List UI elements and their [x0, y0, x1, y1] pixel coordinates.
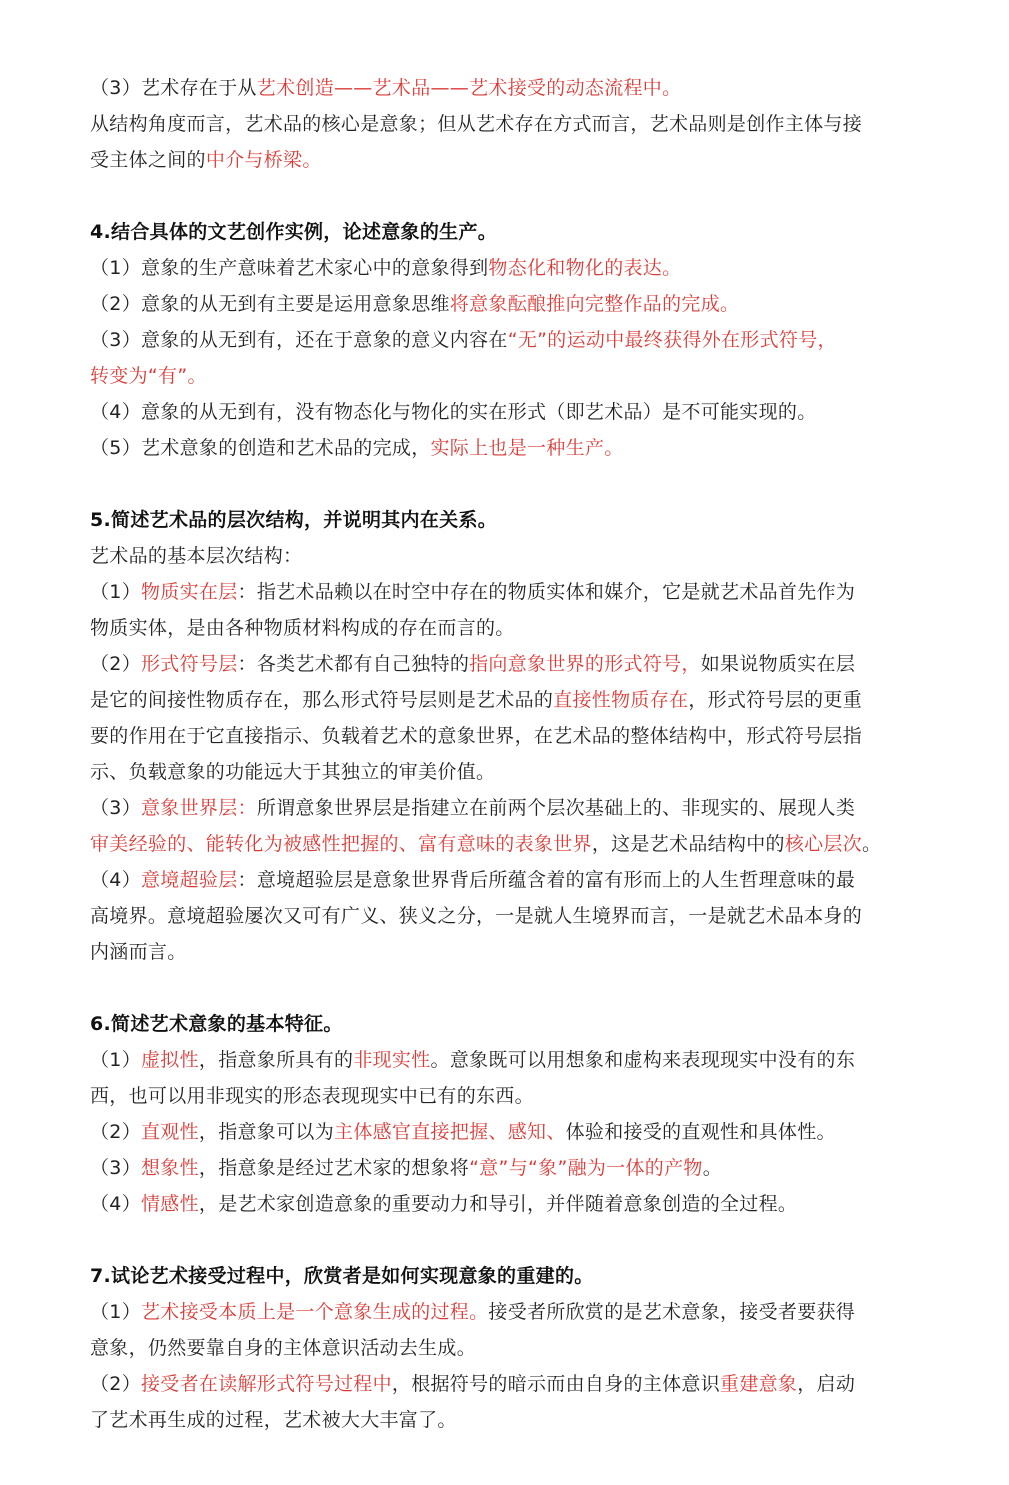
highlight-text: 意境超验层 [141, 869, 238, 891]
highlight-text: 实际上也是一种生产。 [430, 437, 624, 459]
body-text: 物质实体，是由各种物质材料构成的存在而言的。 [90, 617, 515, 639]
paragraph-line [90, 250, 930, 286]
section-gap [90, 970, 930, 1006]
body-text: （4） [90, 1193, 141, 1215]
paragraph-line [90, 1078, 930, 1114]
body-text: ，形式符号层的更重 [688, 689, 863, 711]
highlight-text: 将意象酝酿推向完整作品的完成。 [449, 293, 740, 315]
body-text: 了艺术再生成的过程，艺术被大大丰富了。 [90, 1409, 457, 1431]
highlight-text: 中介与桥梁。 [205, 149, 322, 171]
paragraph-line [90, 862, 930, 898]
highlight-text: 非现实性 [353, 1049, 431, 1071]
body-text: ：各类艺术都有自己独特的 [237, 653, 470, 675]
body-text: （5）艺术意象的创造和艺术品的完成， [90, 437, 431, 459]
body-text: （2）意象的从无到有主要是运用意象思维 [90, 293, 450, 315]
highlight-text: 重建意象 [720, 1373, 798, 1395]
paragraph-line [90, 322, 930, 358]
paragraph-line [90, 430, 930, 466]
highlight-text: 形式符号层 [141, 653, 238, 675]
body-text: （3）意象的从无到有，还在于意象的意义内容在 [90, 329, 508, 351]
section-heading: 5.简述艺术品的层次结构，并说明其内在关系。 [90, 509, 498, 531]
paragraph-line [90, 934, 930, 970]
body-text: ：意境超验层是意象世界背后所蕴含着的富有形而上的人生哲理意味的最 [237, 869, 856, 891]
body-text: 示、负载意象的功能远大于其独立的审美价值。 [90, 761, 496, 783]
paragraph-line [90, 1114, 930, 1150]
body-text: ，指意象所具有的 [198, 1049, 354, 1071]
paragraph-line [90, 610, 930, 646]
section-gap [90, 1222, 930, 1258]
body-text: 体验和接受的直观性和具体性。 [565, 1121, 836, 1143]
paragraph-line [90, 718, 930, 754]
body-text: 意象，仍然要靠自身的主体意识活动去生成。 [90, 1337, 477, 1359]
paragraph-line [90, 898, 930, 934]
body-text: 是它的间接性物质存在，那么形式符号层则是艺术品的 [90, 689, 554, 711]
paragraph-line [90, 394, 930, 430]
body-text: （1）意象的生产意味着艺术家心中的意象得到 [90, 257, 489, 279]
highlight-text: 直接性物质存在 [553, 689, 689, 711]
body-text: 。 [702, 1157, 722, 1179]
paragraph-line [90, 646, 930, 682]
paragraph-line [90, 1150, 930, 1186]
paragraph-line [90, 826, 930, 862]
body-text: ，启动 [797, 1373, 856, 1395]
highlight-text: “无”的运动中最终获得外在形式符号， [507, 329, 837, 351]
highlight-text: 艺术创造——艺术品——艺术接受的动态流程中。 [256, 77, 682, 99]
paragraph-line [90, 70, 930, 106]
body-text: 所谓意象世界层是指建立在前两个层次基础上的、非现实的、展现人类 [256, 797, 856, 819]
body-text: ，指意象可以为 [198, 1121, 335, 1143]
paragraph-line [90, 538, 930, 574]
paragraph-line [90, 1186, 930, 1222]
highlight-text: 转变为“有”。 [90, 365, 207, 387]
highlight-text: 指向意象世界的形式符号， [469, 653, 701, 675]
highlight-text: 核心层次 [784, 833, 863, 855]
body-text: ：指艺术品赖以在时空中存在的物质实体和媒介，它是就艺术品首先作为 [237, 581, 856, 603]
paragraph-line [90, 1366, 930, 1402]
paragraph-line [90, 682, 930, 718]
body-text: （1） [90, 1049, 141, 1071]
highlight-text: 直观性 [141, 1121, 199, 1143]
body-text: （2） [90, 1373, 141, 1395]
highlight-text: 审美经验的、能转化为被感性把握的、富有意味的表象世界 [90, 833, 592, 855]
highlight-text: 情感性 [141, 1193, 199, 1215]
section-gap [90, 178, 930, 214]
body-text: 如果说物质实在层 [700, 653, 856, 675]
section-heading: 4.结合具体的文艺创作实例，论述意象的生产。 [90, 221, 498, 243]
body-text: 从结构角度而言，艺术品的核心是意象；但从艺术存在方式而言，艺术品则是创作主体与接 [90, 113, 863, 135]
section-heading: 7.试论艺术接受过程中，欣赏者是如何实现意象的重建的。 [90, 1265, 594, 1287]
body-text: 要的作用在于它直接指示、负载着艺术的意象世界，在艺术品的整体结构中，形式符号层指 [90, 725, 863, 747]
body-text: （3） [90, 797, 141, 819]
highlight-text: 物态化和物化的表达。 [488, 257, 682, 279]
highlight-text: 接受者在读解形式符号过程中 [141, 1373, 392, 1395]
body-text: 接受者所欣赏的是艺术意象，接受者要获得 [488, 1301, 856, 1323]
body-text: （4） [90, 869, 141, 891]
body-text: ，这是艺术品结构中的 [591, 833, 785, 855]
highlight-text: 主体感官直接把握、感知、 [334, 1121, 566, 1143]
paragraph-line [90, 790, 930, 826]
highlight-text: 物质实在层 [141, 581, 238, 603]
body-text: （1） [90, 581, 141, 603]
section-heading: 6.简述艺术意象的基本特征。 [90, 1013, 343, 1035]
paragraph-line [90, 1330, 930, 1366]
body-text: （4）意象的从无到有，没有物态化与物化的实在形式（即艺术品）是不可能实现的。 [90, 401, 817, 423]
body-text: ，是艺术家创造意象的重要动力和导引，并伴随着意象创造的全过程。 [198, 1193, 798, 1215]
document-page [90, 70, 930, 1438]
body-text: ，指意象是经过艺术家的想象将 [198, 1157, 470, 1179]
paragraph-line [90, 358, 930, 394]
body-text: 西，也可以用非现实的形态表现现实中已有的东西。 [90, 1085, 534, 1107]
body-text: ，根据符号的暗示而由自身的主体意识 [391, 1373, 721, 1395]
highlight-text: 艺术接受本质上是一个意象生成的过程。 [141, 1301, 489, 1323]
body-text: （3）艺术存在于从 [90, 77, 257, 99]
paragraph-line [90, 106, 930, 142]
paragraph-line [90, 142, 930, 178]
highlight-text: “意”与“象”融为一体的产物 [469, 1157, 703, 1179]
highlight-text: 虚拟性 [141, 1049, 199, 1071]
highlight-text: 想象性 [141, 1157, 199, 1179]
paragraph-line [90, 574, 930, 610]
body-text: 。意象既可以用想象和虚构来表现现实中没有的东 [430, 1049, 856, 1071]
paragraph-line [90, 754, 930, 790]
body-text: （2） [90, 1121, 141, 1143]
body-text: 受主体之间的 [90, 149, 206, 171]
body-text: 艺术品的基本层次结构： [90, 545, 303, 567]
body-text: （3） [90, 1157, 141, 1179]
body-text: （2） [90, 653, 141, 675]
body-text: 。 [862, 833, 882, 855]
section-gap [90, 466, 930, 502]
body-text: 内涵而言。 [90, 941, 187, 963]
paragraph-line [90, 1042, 930, 1078]
highlight-text: 意象世界层： [141, 797, 257, 819]
body-text: 高境界。意境超验屡次又可有广义、狭义之分，一是就人生境界而言，一是就艺术品本身的 [90, 905, 863, 927]
paragraph-line [90, 1402, 930, 1438]
body-text: （1） [90, 1301, 141, 1323]
paragraph-line [90, 286, 930, 322]
paragraph-line [90, 1294, 930, 1330]
